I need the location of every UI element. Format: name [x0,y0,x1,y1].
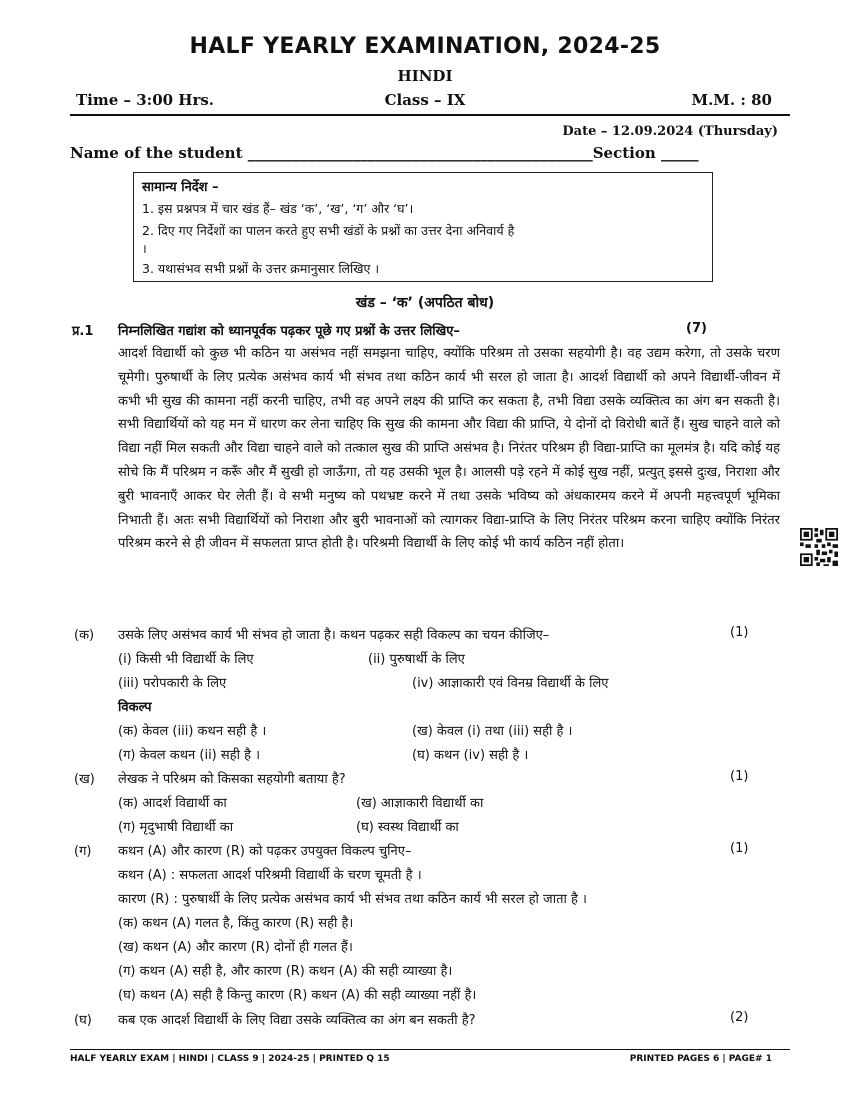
footer-divider [70,1049,790,1050]
q1-ga-reason: कारण (R) : पुरुषार्थी के लिए प्रत्येक असंभव कार्य भी संभव तथा कठिन कार्य भी सरल हो जाता है । [118,892,587,907]
q1-ga-opt-4: (घ) कथन (A) सही है किन्तु कारण (R) कथन (A) की सही व्याख्या नहीं है। [118,988,477,1003]
instruction-2: 2. दिए गए निर्देशों का पालन करते हुए सभी खंडों के प्रश्नों का उत्तर देना अनिवार्य है [142,223,515,238]
q1-ka-choice-3: (ग) केवल कथन (ii) सही है । [118,748,261,763]
instruction-3: 3. यथासंभव सभी प्रश्नों के उत्तर क्रमानुसार लिखिए । [142,261,380,276]
q1-ga-opt-2: (ख) कथन (A) और कारण (R) दोनों ही गलत हैं। [118,940,353,955]
q1-ga-opt-3: (ग) कथन (A) सही है, और कारण (R) कथन (A) की सही व्याख्या है। [118,964,453,979]
exam-title: HALF YEARLY EXAMINATION, 2024-25 [189,34,661,59]
general-instructions-box [133,172,713,282]
q1-ka-opt-3: (iii) परोपकारी के लिए [118,676,227,691]
q1-ka-opt-4: (iv) आज्ञाकारी एवं विनम्र विद्यार्थी के लिए [412,676,609,691]
section-a-heading: खंड – ‘क’ (अपठित बोध) [355,295,495,311]
q1-ka-choice-1: (क) केवल (iii) कथन सही है । [118,724,267,739]
q1-ka-vikalp-heading: विकल्प [118,700,152,715]
q1-kha-question: लेखक ने परिश्रम को किसका सहयोगी बताया है? [118,772,346,787]
student-name-line: Name of the student ______________________________________________Section _____ [70,144,699,162]
q1-ga-label: (ग) [74,844,92,859]
q1-gha-label: (घ) [74,1013,92,1028]
q1-ka-question: उसके लिए असंभव कार्य भी संभव हो जाता है। कथन पढ़कर सही विकल्प का चयन कीजिए– [118,628,550,643]
q1-ga-opt-1: (क) कथन (A) गलत है, किंतु कारण (R) सही है। [118,916,354,931]
q1-kha-opt-3: (ग) मृदुभाषी विद्यार्थी का [118,820,234,835]
q1-kha-label: (ख) [74,772,95,787]
exam-time: Time – 3:00 Hrs. [76,91,215,109]
subject: HINDI [397,67,453,85]
instruction-2-cont: । [142,241,147,256]
q1-ka-label: (क) [74,628,95,643]
instructions-heading: सामान्य निर्देश – [142,180,219,195]
q1-kha-marks: (1) [730,769,749,784]
q1-kha-opt-2: (ख) आज्ञाकारी विद्यार्थी का [356,796,484,811]
q1-kha-opt-4: (घ) स्वस्थ विद्यार्थी का [356,820,459,835]
qr-code-icon [800,528,838,566]
q1-kha-opt-1: (क) आदर्श विद्यार्थी का [118,796,227,811]
header-divider [70,114,790,116]
q1-instruction: निम्नलिखित गद्यांश को ध्यानपूर्वक पढ़कर पूछे गए प्रश्नों के उत्तर लिखिए– [118,324,460,339]
max-marks: M.M. : 80 [691,91,772,109]
q1-gha-question: कब एक आदर्श विद्यार्थी के लिए विद्या उसके व्यक्तित्व का अंग बन सकती है? [118,1013,476,1028]
q1-ka-marks: (1) [730,625,749,640]
q1-number: प्र.1 [72,324,94,339]
q1-marks: (7) [686,321,707,336]
q1-ga-marks: (1) [730,841,749,856]
instruction-1: 1. इस प्रश्नपत्र में चार खंड हैं– खंड ‘क’, ‘ख’, ‘ग’ और ‘घ’। [142,201,414,216]
footer-left: HALF YEARLY EXAM | HINDI | CLASS 9 | 2024-25 | PRINTED Q 15 [70,1054,390,1064]
exam-date: Date – 12.09.2024 (Thursday) [562,124,778,139]
q1-ga-question: कथन (A) और कारण (R) को पढ़कर उपयुक्त विकल्प चुनिए– [118,844,412,859]
footer-right: PRINTED PAGES 6 | PAGE# 1 [629,1054,772,1064]
q1-ga-assertion: कथन (A) : सफलता आदर्श परिश्रमी विद्यार्थी के चरण चूमती है । [118,868,422,883]
q1-ka-choice-4: (घ) कथन (iv) सही है । [412,748,529,763]
q1-gha-marks: (2) [730,1010,749,1025]
q1-ka-opt-2: (ii) पुरुषार्थी के लिए [368,652,465,667]
exam-class: Class – IX [384,91,466,109]
q1-ka-choice-2: (ख) केवल (i) तथा (iii) सही है । [412,724,573,739]
unseen-passage: आदर्श विद्यार्थी को कुछ भी कठिन या असंभव नहीं समझना चाहिए, क्योंकि परिश्रम तो उसका सहयोगी है। वह उद्यम करेगा, तो उसके चरण चूमेगी। पुरुषार्थी के लिए प्रत्येक असंभव कार्य भी संभव तथा कठिन कार्य भी सरल हो जाता है। आदर्श विद्यार्थी को अपने विद्यार्थी-जीवन में कभी भी सुख की कामना नहीं करनी चाहिए, तभी वह अपने लक्ष्य की प्राप्ति कर सकता है, तभी विद्या उसके व्यक्तित्व का अंग बन सकती है। सभी विद्यार्थियों को यह मन में धारण कर लेना चाहिए कि सुख की कामना और विद्या की प्राप्ति, ये दोनों दो विरोधी बातें हैं। सुख चाहने वाले को विद्या नहीं मिल सकती और विद्या चाहने वाले को तत्काल सुख की प्राप्ति असंभव है। निरंतर परिश्रम ही विद्या-प्राप्ति का मूलमंत्र है। यदि कोई यह सोचे कि मैं परिश्रम न करूँ और मैं सुखी हो जाऊँगा, तो यह उसकी भूल है। आलसी पड़े रहने में कोई सुख नहीं, प्रत्युत् इससे दुःख, निराशा और बुरी भावनाएँ आकर घेर लेती हैं। वे सभी मनुष्य को पथभ्रष्ट करने में तथा उसके भविष्य को अंधकारमय करने में अपनी महत्त्वपूर्ण भूमिका निभाती हैं। अतः सभी विद्यार्थियों को निराशा और बुरी भावनाओं को त्यागकर विद्या-प्राप्ति के लिए निरंतर परिश्रम करना चाहिए क्योंकि निरंतर परिश्रम करने से ही जीवन में सफलता प्राप्त होती है। परिश्रमी विद्यार्थी के लिए कोई भी कार्य कठिन नहीं होता। [118,346,780,552]
q1-ka-opt-1: (i) किसी भी विद्यार्थी के लिए [118,652,254,667]
